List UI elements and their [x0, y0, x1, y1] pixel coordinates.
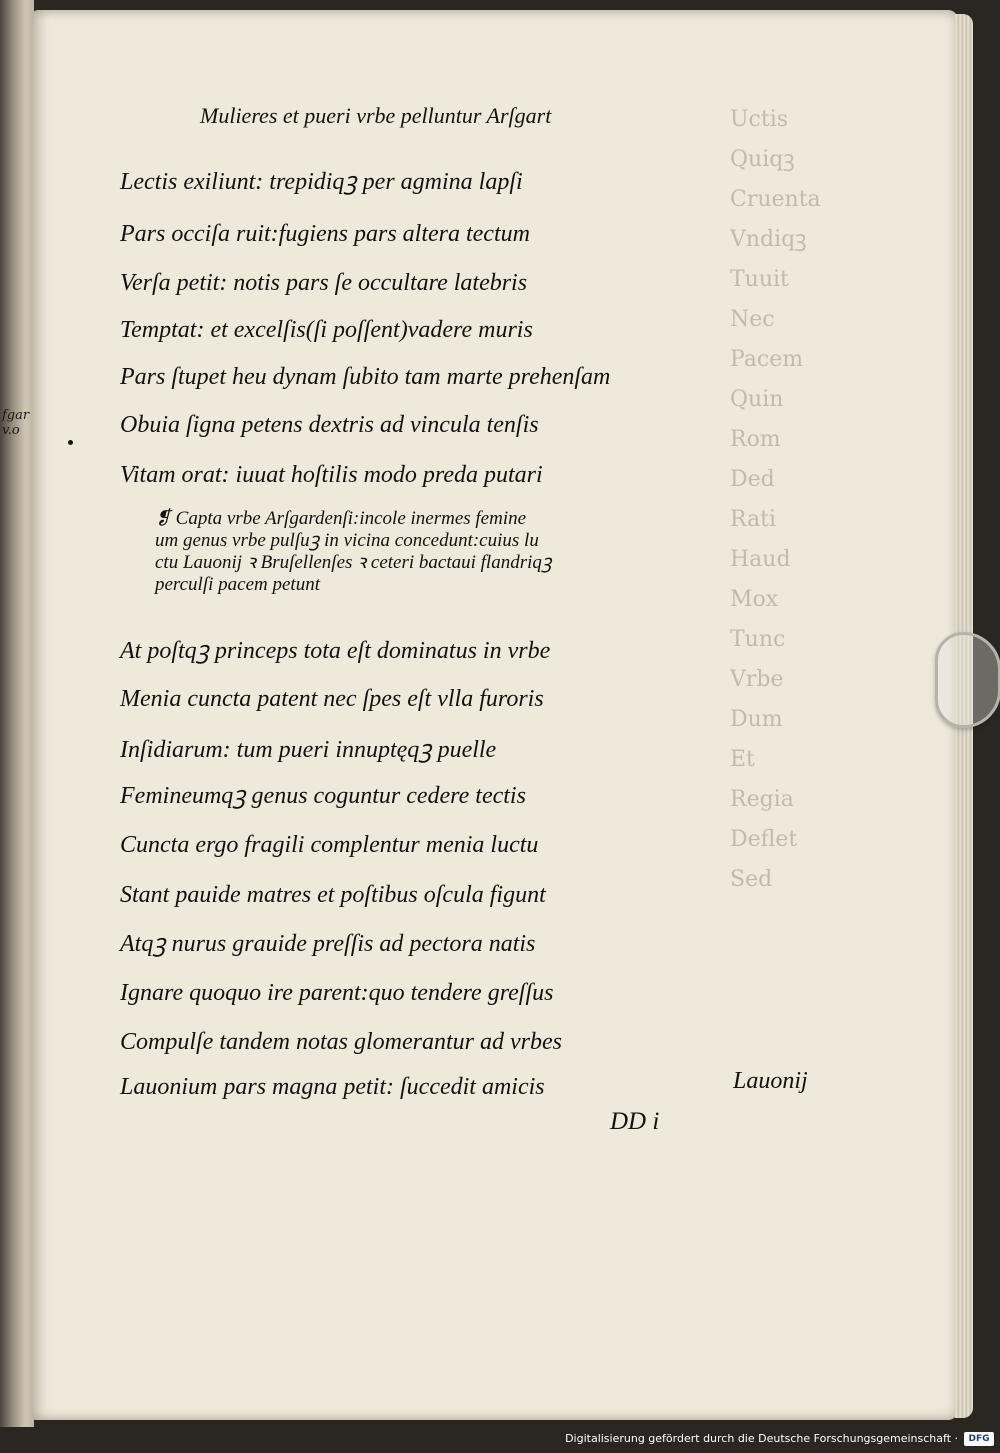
facing-page-edge — [0, 0, 34, 1453]
bleed-line: Et — [730, 747, 755, 772]
verse-line: Lectis exiliunt: trepidiqꝫ per agmina lapſi — [120, 169, 523, 195]
bleed-line: Uctis — [730, 107, 789, 132]
bleed-line: Tunc — [730, 627, 786, 652]
bleed-line: Vndiqꝫ — [730, 227, 807, 252]
bleed-line: Dum — [730, 707, 783, 732]
catchword: Lauonij — [733, 1068, 808, 1094]
bleed-line: Rati — [730, 507, 777, 532]
funding-credit: Digitalisierung gefördert durch die Deutsche Forschungsgemeinschaft · — [565, 1432, 958, 1445]
ink-speck — [68, 440, 73, 445]
bleed-line: Mox — [730, 587, 779, 612]
verse-line: Menia cuncta patent nec ſpes eſt vlla furoris — [120, 686, 544, 712]
verse-line: Atqꝫ nurus grauide preſſis ad pectora natis — [120, 931, 536, 957]
verse-line: Cuncta ergo fragili complentur menia luctu — [120, 832, 539, 858]
note-line: um genus vrbe pulſuꝫ in vicina concedunt:cuius lu — [155, 530, 539, 551]
verse-line: Femineumqꝫ genus coguntur cedere tectis — [120, 783, 526, 809]
note-line: ❡ Capta vrbe Arſgardenſi:incole inermes femine — [155, 508, 527, 529]
page-clip — [935, 632, 1000, 728]
verse-line: Inſidiarum: tum pueri innuptęqꝫ puelle — [120, 737, 497, 763]
bleed-line: Ded — [730, 467, 775, 492]
bleed-line: Regia — [730, 787, 794, 812]
bleed-line: Tuuit — [730, 267, 789, 292]
dfg-logo-icon: DFG — [964, 1432, 994, 1446]
verse-line: At poſtqꝫ princeps tota eſt dominatus in vrbe — [120, 638, 551, 664]
bleed-line: Nec — [730, 307, 775, 332]
bleed-line: Rom — [730, 427, 781, 452]
verse-line: Verſa petit: notis pars ſe occultare latebris — [120, 270, 528, 296]
bleed-line: Quin — [730, 387, 784, 412]
verse-line: Stant pauide matres et poſtibus oſcula figunt — [120, 882, 546, 908]
running-header: Mulieres et pueri vrbe pelluntur Arſgart — [200, 103, 552, 128]
bleed-line: Pacem — [730, 347, 804, 372]
prose-summary-note — [155, 508, 715, 596]
next-page-bleed-through — [730, 100, 940, 1090]
bleed-line: Vrbe — [730, 667, 784, 692]
note-line: ctu Lauonij ꝛ Bruſellenſes ꝛ ceteri bactaui flandriqꝫ — [155, 552, 552, 573]
verse-line: Compulſe tandem notas glomerantur ad vrbes — [120, 1029, 562, 1055]
verse-line: Pars ſtupet heu dynam ſubito tam marte prehenſam — [120, 364, 611, 390]
verse-line: Pars occiſa ruit:fugiens pars altera tectum — [120, 221, 530, 247]
note-line: perculſi pacem petunt — [155, 574, 320, 595]
bleed-line: Quiqꝫ — [730, 147, 795, 172]
verse-line: Ignare quoquo ire parent:quo tendere greſſus — [120, 980, 554, 1006]
verse-line: Temptat: et excelſis(ſi poſſent)vadere muris — [120, 317, 533, 343]
bleed-line: Haud — [730, 547, 791, 572]
verse-line: Vitam orat: iuuat hoſtilis modo preda putari — [120, 462, 543, 488]
bleed-line: Sed — [730, 867, 773, 892]
verse-line: Obuia ſigna petens dextris ad vincula tenſis — [120, 412, 539, 438]
facing-page-marginal-note: fgar v.o — [2, 408, 30, 438]
bleed-line: Deflet — [730, 827, 798, 852]
bleed-line: Cruenta — [730, 187, 821, 212]
signature-mark: DD i — [610, 1108, 660, 1135]
verse-line: Lauonium pars magna petit: ſuccedit amicis — [120, 1074, 545, 1100]
